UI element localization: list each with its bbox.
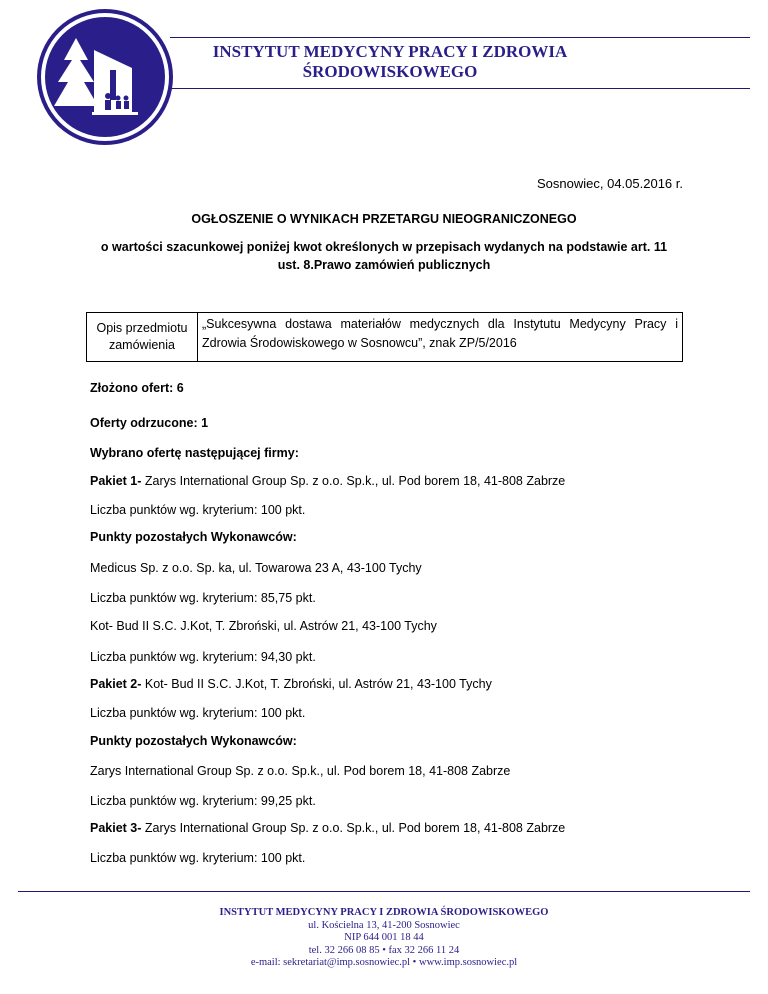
others-heading-1: Punkty pozostałych Wykonawców:: [90, 530, 297, 544]
description-table: [86, 312, 683, 362]
header-title-line2: ŚRODOWISKOWEGO: [302, 62, 478, 81]
p1-other2-points: Liczba punktów wg. kryterium: 94,30 pkt.: [90, 650, 316, 664]
description-text: „Sukcesywna dostawa materiałów medycznych dla Instytutu Medycyny Pracy i Zdrowia Środowiskowego w Sosnowcu”, znak ZP/5/2016: [202, 317, 678, 350]
selected-heading: Wybrano ofertę następującej firmy:: [90, 446, 299, 460]
p1-other1-firm: Medicus Sp. z o.o. Sp. ka, ul. Towarowa 23 A, 43-100 Tychy: [90, 561, 422, 575]
pakiet1-points: Liczba punktów wg. kryterium: 100 pkt.: [90, 503, 306, 517]
institute-logo-icon: [36, 8, 174, 146]
footer-rule: [18, 891, 750, 892]
pakiet3-points: Liczba punktów wg. kryterium: 100 pkt.: [90, 851, 306, 865]
header-bottom-rule: [170, 88, 750, 89]
footer: [0, 907, 768, 970]
footer-nip: NIP 644 001 18 44: [344, 932, 424, 943]
pakiet2-line: [90, 677, 492, 691]
footer-address: ul. Kościelna 13, 41-200 Sosnowiec: [308, 919, 460, 931]
others-heading-2: Punkty pozostałych Wykonawców:: [90, 734, 297, 748]
header-top-rule: [170, 37, 750, 38]
pakiet3-firm: Zarys International Group Sp. z o.o. Sp.k., ul. Pod borem 18, 41-808 Zabrze: [141, 821, 566, 835]
description-label: Opis przedmiotu zamówienia: [87, 313, 198, 361]
p2-other1-points: Liczba punktów wg. kryterium: 99,25 pkt.: [90, 794, 316, 808]
pakiet2-firm: Kot- Bud II S.C. J.Kot, T. Zbroński, ul. Astrów 21, 43-100 Tychy: [141, 677, 492, 691]
footer-contact: e-mail: sekretariat@imp.sosnowiec.pl • www.imp.sosnowiec.pl: [250, 957, 518, 968]
p1-other2-firm: Kot- Bud II S.C. J.Kot, T. Zbroński, ul. Astrów 21, 43-100 Tychy: [90, 619, 437, 633]
pakiet2-label: Pakiet 2-: [90, 677, 142, 691]
document-date: Sosnowiec, 04.05.2016 r.: [537, 176, 683, 191]
pakiet1-firm: Zarys International Group Sp. z o.o. Sp.k., ul. Pod borem 18, 41-808 Zabrze: [141, 474, 566, 488]
pakiet2-points: Liczba punktów wg. kryterium: 100 pkt.: [90, 706, 306, 720]
pakiet3-label: Pakiet 3-: [90, 821, 142, 835]
pakiet3-line: [90, 821, 565, 835]
document-title: OGŁOSZENIE O WYNIKACH PRZETARGU NIEOGRANICZONEGO: [191, 212, 577, 226]
pakiet1-line: [90, 474, 565, 488]
header-title: [180, 42, 600, 82]
document-subtitle: o wartości szacunkowej poniżej kwot określonych w przepisach wydanych na podstawie art. 11 ust. 8.Prawo zamówień publicznych: [100, 240, 668, 272]
p1-other1-points: Liczba punktów wg. kryterium: 85,75 pkt.: [90, 591, 316, 605]
header-title-line1: INSTYTUT MEDYCYNY PRACY I ZDROWIA: [212, 42, 568, 61]
p2-other1-firm: Zarys International Group Sp. z o.o. Sp.k., ul. Pod borem 18, 41-808 Zabrze: [90, 764, 511, 778]
footer-phone: tel. 32 266 08 85 • fax 32 266 11 24: [308, 944, 460, 956]
offers-rejected: Oferty odrzucone: 1: [90, 416, 209, 430]
offers-submitted: Złożono ofert: 6: [90, 381, 184, 395]
footer-title: INSTYTUT MEDYCYNY PRACY I ZDROWIA ŚRODOWISKOWEGO: [219, 907, 549, 918]
pakiet1-label: Pakiet 1-: [90, 474, 142, 488]
